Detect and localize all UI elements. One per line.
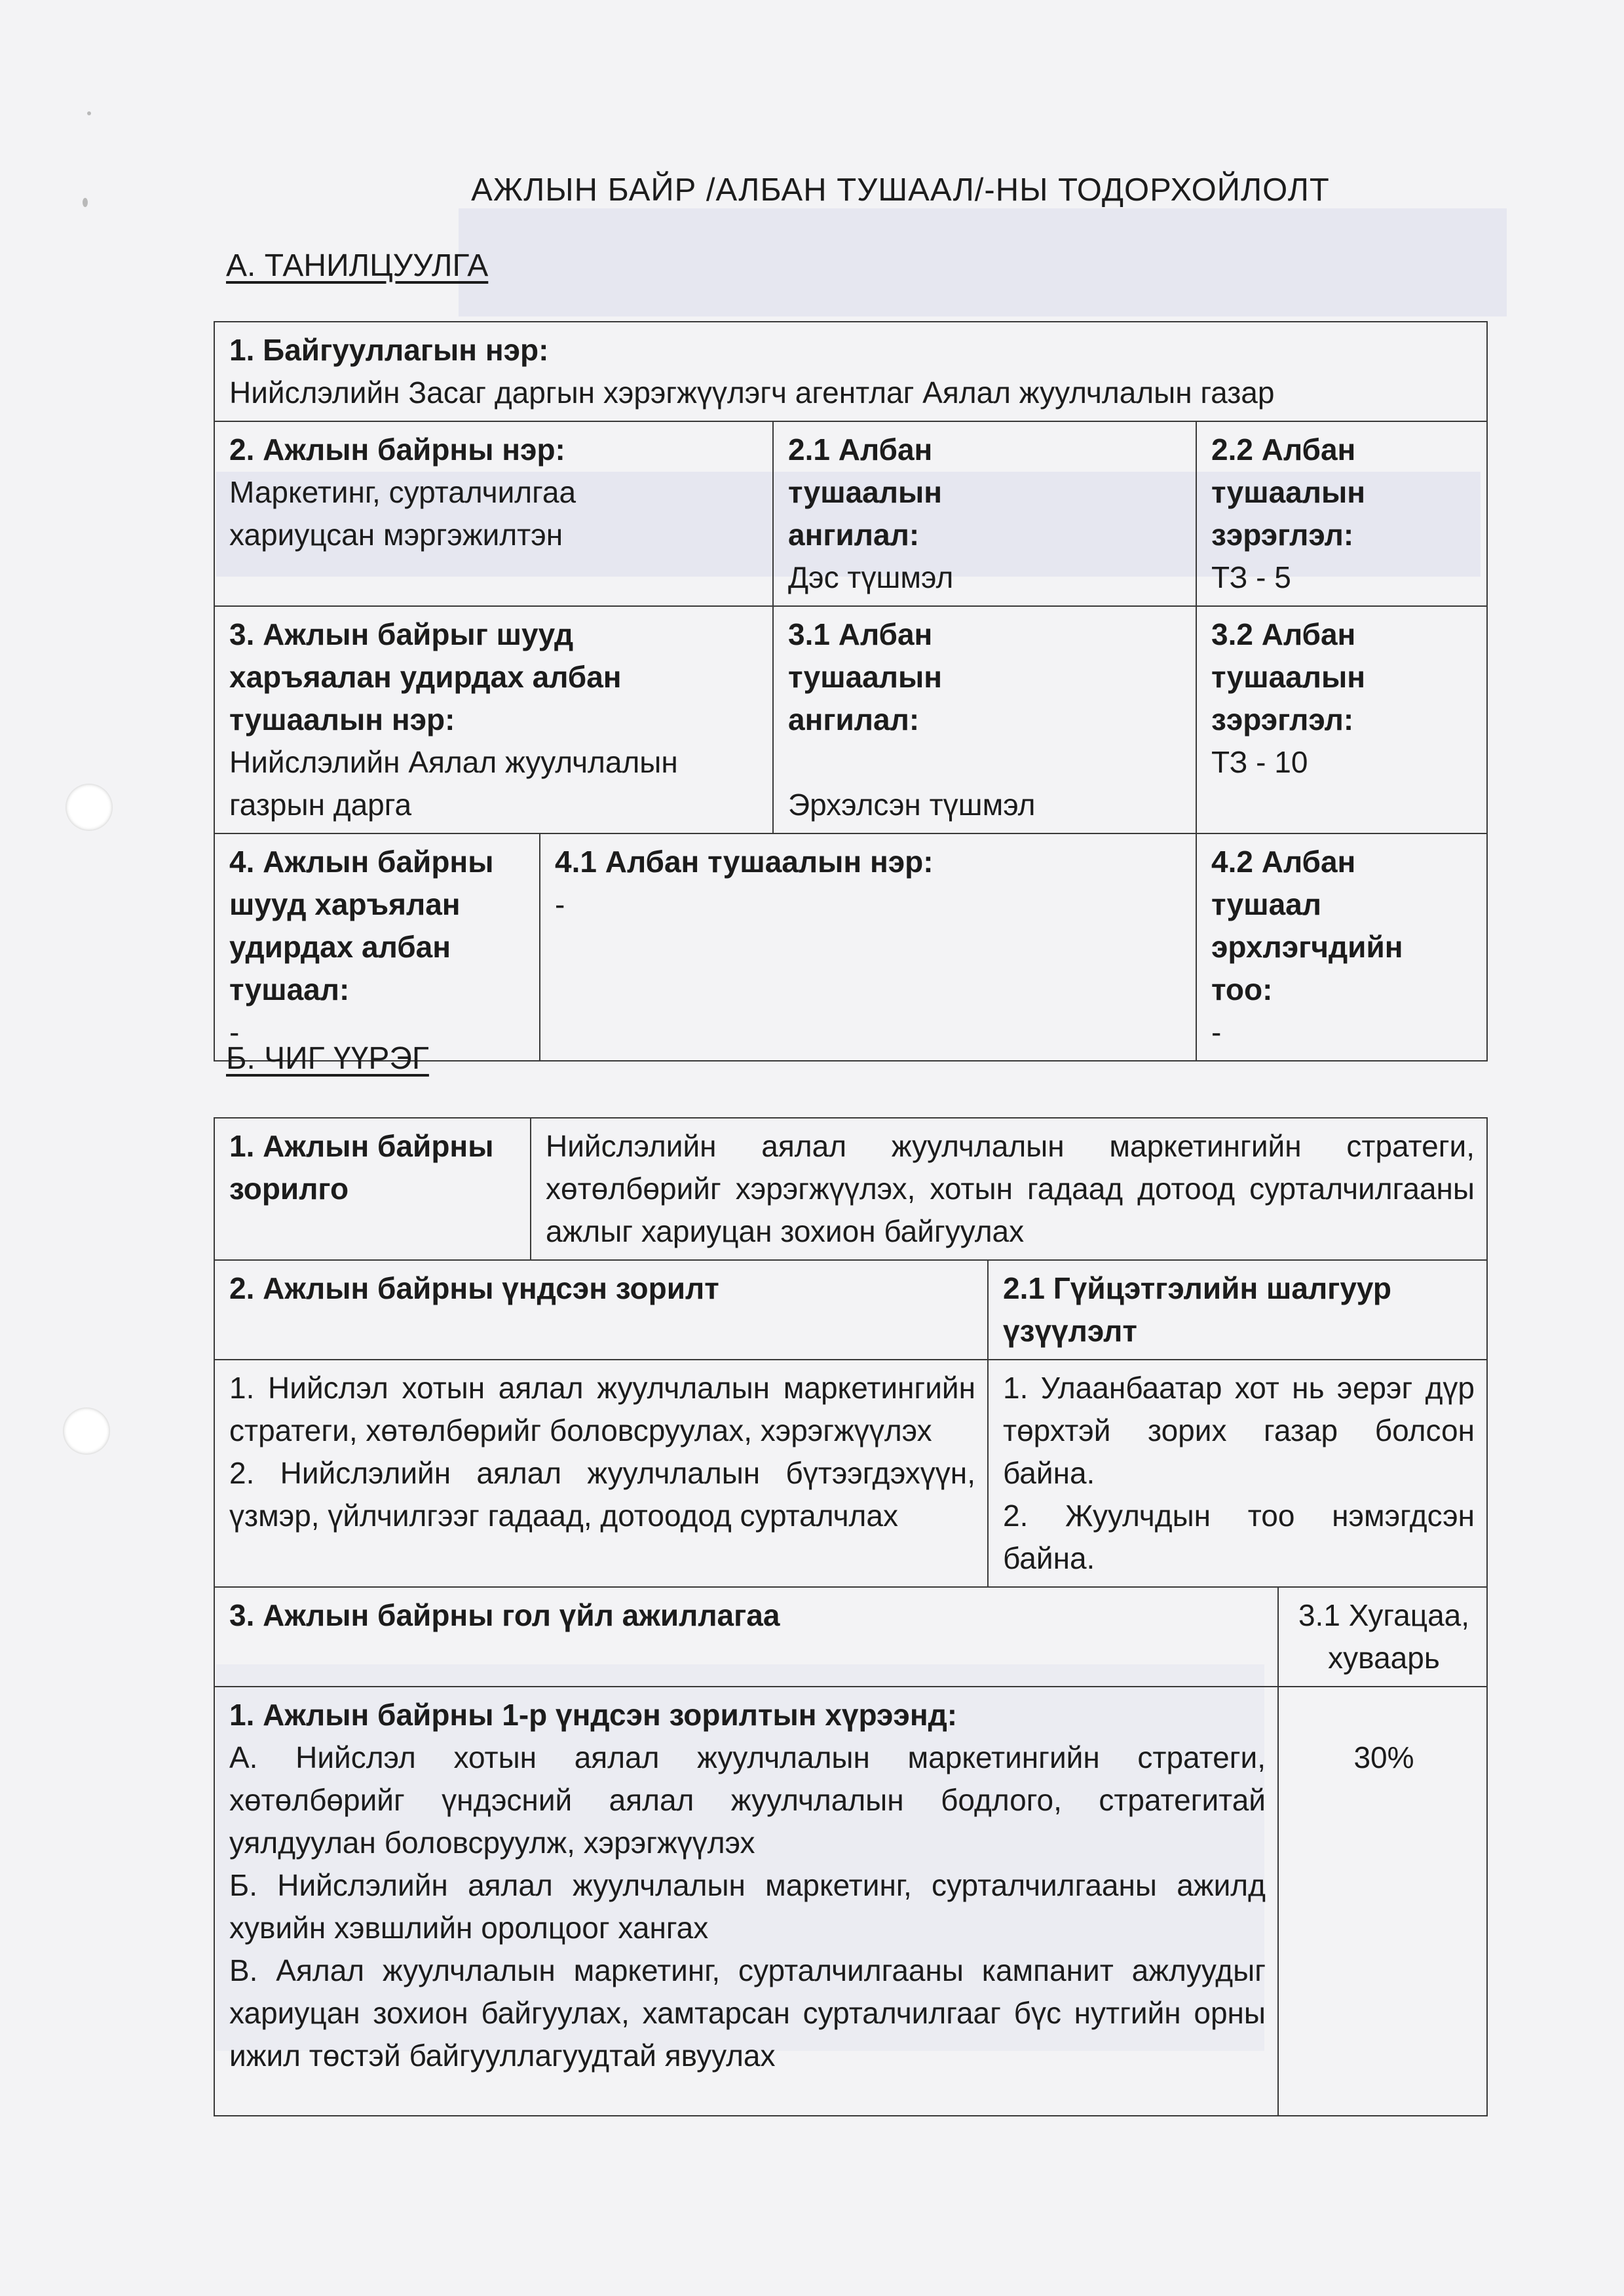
subordinate-name-label: 4.1 Албан тушаалын нэр: [555, 845, 934, 879]
org-value: Нийслэлийн Засаг даргын хэрэгжүүлэгч агентлаг Аялал жуулчлалын газар [229, 375, 1275, 410]
duties-table [214, 1117, 1488, 2116]
subordinate-name-value: - [555, 887, 565, 921]
supervisor-class-value: Эрхэлсэн түшмэл [788, 788, 1036, 822]
punch-hole-top [66, 784, 113, 831]
activities-group-title: 1. Ажлын байрны 1-р үндсэн зорилтын хүрээнд: [229, 1698, 958, 1732]
org-label: 1. Байгууллагын нэр: [229, 333, 549, 367]
objectives-header-row [214, 1260, 1487, 1360]
position-rank-value: ТЗ - 5 [1211, 560, 1291, 594]
subordinate-count-cell [1196, 833, 1487, 1061]
criteria-item: 2. Жуулчдын тоо нэмэгдсэн байна. [1003, 1499, 1475, 1575]
activities-header-row [214, 1587, 1487, 1687]
document-title: АЖЛЫН БАЙР /АЛБАН ТУШААЛ/-НЫ ТОДОРХОЙЛОЛТ [471, 172, 1330, 208]
objectives-cell [214, 1360, 988, 1587]
position-rank-label: 2.2 Албан тушаалын зэрэглэл: [1211, 432, 1366, 552]
position-class-value: Дэс түшмэл [788, 560, 954, 594]
purpose-value: Нийслэлийн аялал жуулчлалын маркетингийн стратеги, хөтөлбөрийг хэрэгжүүлэх, хотын гадаад дотоод сурталчилгааны ажлыг хариуцан зохион байгуулах [531, 1118, 1487, 1260]
activities-cell [214, 1687, 1278, 2116]
purpose-label-cell [214, 1118, 531, 1260]
activity-item: Б. Нийслэлийн аялал жуулчлалын маркетинг, сурталчилгааны ажилд хувийн хэвшлийн оролцоог хангах [229, 1868, 1266, 1945]
subordinate-name-cell [540, 833, 1196, 1061]
position-class-label: 2.1 Албан тушаалын ангилал: [788, 432, 943, 552]
activity-item: В. Аялал жуулчлалын маркетинг, сурталчилгааны кампанит ажлуудыг хариуцан зохион байгуулах, хамтарсан сурталчилгааг бүс нутгийн орны ижил төстэй байгууллагуудтай явуулах [229, 1953, 1266, 2073]
punch-hole-bottom [63, 1407, 110, 1455]
supervisor-rank-label: 3.2 Албан тушаалын зэрэглэл: [1211, 617, 1366, 737]
subordinate-cell [214, 833, 540, 1061]
scan-speck [87, 111, 91, 115]
supervisor-rank-cell [1196, 606, 1487, 833]
activity-item: А. Нийслэл хотын аялал жуулчлалын маркетингийн стратеги, хөтөлбөрийг үндэсний аялал жуулчлалын бодлого, стратегитай уялдуулан боловсруулж, хэрэгжүүлэх [229, 1740, 1266, 1860]
supervisor-row [214, 606, 1487, 833]
supervisor-cell [214, 606, 773, 833]
subordinate-row [214, 833, 1487, 1061]
position-cell [214, 421, 773, 606]
org-cell [214, 322, 1487, 421]
criteria-cell [988, 1360, 1487, 1587]
supervisor-rank-value: ТЗ - 10 [1211, 745, 1308, 779]
section-a-heading: А. ТАНИЛЦУУЛГА [226, 248, 489, 283]
position-label: 2. Ажлын байрны нэр: [229, 432, 565, 467]
objective-item: 2. Нийслэлийн аялал жуулчлалын бүтээгдэхүүн, үзмэр, үйлчилгээг гадаад, дотоодод сурталчлах [229, 1456, 975, 1533]
supervisor-value: Нийслэлийн Аялал жуулчлалын газрын дарга [229, 745, 678, 822]
position-row [214, 421, 1487, 606]
position-rank-cell [1196, 421, 1487, 606]
position-value: Маркетинг, сурталчилгаа хариуцсан мэргэжилтэн [229, 475, 576, 552]
subordinate-value: - [229, 1015, 240, 1049]
intro-table [214, 321, 1488, 1062]
subordinate-count-value: - [1211, 1015, 1222, 1049]
supervisor-label: 3. Ажлын байрыг шууд харъяалан удирдах албан тушаалын нэр: [229, 617, 622, 737]
criteria-item: 1. Улаанбаатар хот нь эерэг дүр төрхтэй зорих газар болсон байна. [1003, 1371, 1475, 1490]
subordinate-label: 4. Ажлын байрны шууд харъялан удирдах албан тушаал: [229, 845, 494, 1006]
purpose-label: 1. Ажлын байрны зорилго [229, 1129, 494, 1206]
scan-shade-top [459, 208, 1507, 316]
purpose-row [214, 1118, 1487, 1260]
subordinate-count-label: 4.2 Албан тушаал эрхлэгчдийн тоо: [1211, 845, 1403, 1006]
criteria-header: 2.1 Гүйцэтгэлийн шалгуур үзүүлэлт [988, 1260, 1487, 1360]
objectives-header: 2. Ажлын байрны үндсэн зорилт [214, 1260, 988, 1360]
supervisor-class-cell [773, 606, 1196, 833]
time-value-cell [1278, 1687, 1487, 2116]
supervisor-class-label: 3.1 Албан тушаалын ангилал: [788, 617, 943, 737]
activities-row [214, 1687, 1487, 2116]
time-value: 30% [1353, 1740, 1414, 1774]
org-row [214, 322, 1487, 421]
objective-item: 1. Нийслэл хотын аялал жуулчлалын маркетингийн стратеги, хөтөлбөрийг боловсруулах, хэрэгжүүлэх [229, 1371, 975, 1447]
objectives-row [214, 1360, 1487, 1587]
section-b-heading: Б. ЧИГ ҮҮРЭГ [226, 1041, 429, 1076]
position-class-cell [773, 421, 1196, 606]
activities-header: 3. Ажлын байрны гол үйл ажиллагаа [214, 1587, 1278, 1687]
time-header: 3.1 Хугацаа, хуваарь [1278, 1587, 1487, 1687]
